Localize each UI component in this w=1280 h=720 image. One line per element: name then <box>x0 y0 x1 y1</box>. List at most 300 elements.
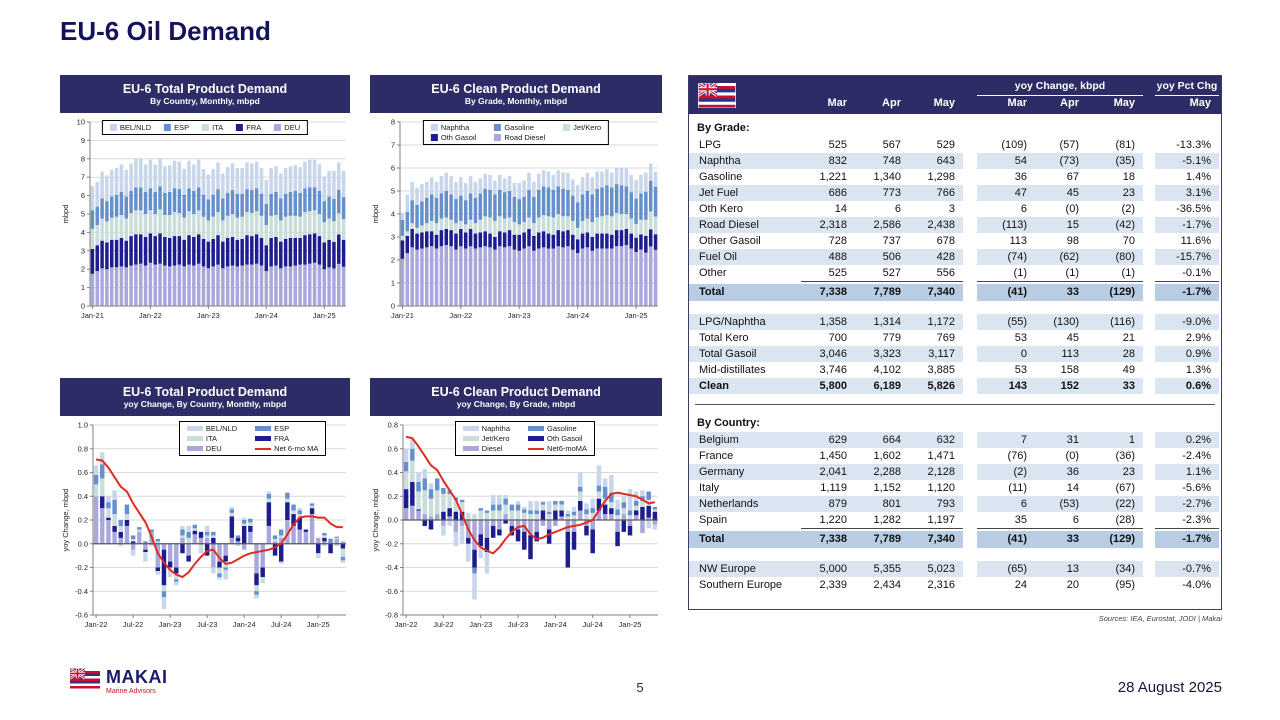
table-cell <box>1143 531 1155 548</box>
bar-segment <box>240 239 243 266</box>
bar-segment <box>193 525 197 529</box>
bar-segment <box>420 249 424 307</box>
bar-segment <box>313 187 316 210</box>
bar-segment <box>279 268 282 306</box>
bar-segment <box>162 597 166 609</box>
bar-segment <box>425 247 429 306</box>
bar-segment <box>572 512 576 516</box>
bar-segment <box>581 249 585 307</box>
table-cell <box>1143 330 1155 346</box>
legend-item <box>494 123 545 132</box>
bar-segment <box>435 223 439 235</box>
bar-segment <box>615 246 619 306</box>
table-cell: 700 <box>828 332 847 344</box>
bar-segment <box>174 582 178 586</box>
y-axis-title: mbpd <box>61 204 70 224</box>
table-cell: 152 <box>1035 378 1087 394</box>
legend-swatch <box>528 448 544 450</box>
section-divider <box>695 404 1215 405</box>
bar-segment <box>449 246 453 306</box>
bar-segment <box>435 182 439 198</box>
bar-segment <box>182 195 185 218</box>
bar-segment <box>318 164 321 191</box>
bar-segment <box>186 556 190 562</box>
bar-segment <box>584 503 588 509</box>
bar-segment <box>497 520 501 530</box>
bar-segment <box>156 539 160 541</box>
bar-segment <box>469 176 473 193</box>
legend-item <box>463 444 510 453</box>
bar-segment <box>255 211 258 234</box>
table-cell <box>963 378 977 394</box>
bar-segment <box>497 495 501 505</box>
bar-segment <box>335 537 339 538</box>
row-label: Jet Fuel <box>689 185 801 201</box>
table-cell <box>963 577 977 593</box>
table-cell: -9.0% <box>1155 314 1219 330</box>
bar-segment <box>269 238 272 267</box>
bar-segment <box>245 189 248 212</box>
bar-segment <box>600 249 604 307</box>
x-tick-label: Jan-24 <box>232 620 256 629</box>
bar-segment <box>134 187 137 210</box>
bar-segment <box>404 471 408 489</box>
bar-segment <box>289 238 292 267</box>
bar-segment <box>447 508 451 516</box>
bar-segment <box>639 234 643 249</box>
bar-segment <box>341 549 345 557</box>
bar-segment <box>211 217 214 239</box>
bar-segment <box>532 236 536 251</box>
bar-segment <box>444 217 448 229</box>
bar-segment <box>197 160 200 188</box>
report-date: 28 August 2025 <box>1117 679 1222 696</box>
bar-segment <box>416 509 420 510</box>
bar-segment <box>522 181 526 197</box>
bar-segment <box>649 181 653 212</box>
bar-segment <box>640 507 644 520</box>
bar-segment <box>615 500 619 510</box>
bar-segment <box>404 489 408 508</box>
bar-segment <box>322 538 326 542</box>
bar-segment <box>578 473 582 487</box>
bar-segment <box>328 539 332 544</box>
bar-segment <box>541 501 545 502</box>
table-cell: 5,800 <box>801 378 855 394</box>
bar-segment <box>267 492 271 494</box>
bar-segment <box>125 520 129 526</box>
bar-segment <box>578 501 582 511</box>
bar-segment <box>303 235 306 264</box>
table-cell <box>1143 185 1155 201</box>
bar-segment <box>449 220 453 230</box>
y-axis-title: yoy Change, mbpd <box>61 488 70 552</box>
table-cell: 779 <box>882 332 901 344</box>
bar-segment <box>149 188 152 210</box>
bar-segment <box>454 234 458 250</box>
bar-segment <box>459 229 463 246</box>
bar-segment <box>435 514 439 520</box>
bar-segment <box>197 187 200 210</box>
bar-segment <box>609 508 613 514</box>
bar-segment <box>131 544 135 550</box>
bar-segment <box>605 249 609 307</box>
bar-segment <box>202 195 205 217</box>
bar-segment <box>460 520 464 526</box>
page-title: EU-6 Oil Demand <box>60 16 271 46</box>
legend-item <box>110 123 151 132</box>
bar-segment <box>250 265 253 306</box>
table-cell: 0.2% <box>1155 432 1219 448</box>
table-cell: 113 <box>1009 235 1027 247</box>
bar-segment <box>472 568 476 574</box>
legend-item <box>187 444 237 453</box>
table-cell: (1) <box>1087 265 1143 282</box>
legend-swatch <box>164 124 171 131</box>
table-row <box>689 448 1221 464</box>
bar-segment <box>464 183 468 200</box>
table-cell: 15 <box>1035 217 1087 233</box>
table-cell: 1,220 <box>801 512 855 529</box>
bar-segment <box>255 162 258 189</box>
table-cell: 6 <box>894 203 901 215</box>
table-cell: 13 <box>1035 561 1087 577</box>
bar-segment <box>149 210 152 233</box>
bar-segment <box>260 168 263 194</box>
bar-segment <box>323 243 326 270</box>
bar-segment <box>180 530 184 536</box>
y-tick-label: 0.8 <box>77 444 88 454</box>
table-cell: 525 <box>801 265 855 282</box>
table-cell: 113 <box>1035 346 1087 362</box>
table-row <box>689 531 1221 548</box>
table-cell: -4.0% <box>1182 579 1211 591</box>
table-cell: 1,282 <box>855 512 909 529</box>
legend-swatch <box>187 436 203 441</box>
bar-segment <box>216 189 219 212</box>
bar-segment <box>298 167 301 193</box>
bar-segment <box>571 235 575 250</box>
bar-segment <box>628 511 632 516</box>
bar-segment <box>178 189 181 213</box>
bar-segment <box>316 544 320 554</box>
table-cell <box>963 346 977 362</box>
table-cell: 2,318 <box>801 217 855 233</box>
row-label: Spain <box>699 514 728 526</box>
table-cell: -1.7% <box>1155 284 1219 301</box>
bar-segment <box>149 263 152 306</box>
legend-label: DEU <box>205 444 222 453</box>
bar-segment <box>537 174 541 190</box>
legend-label: Naphtha <box>440 123 470 132</box>
bar-segment <box>464 224 468 232</box>
row-label: NW Europe <box>689 561 801 577</box>
bar-segment <box>308 187 311 211</box>
bar-segment <box>522 509 526 513</box>
x-tick-label: Jan-23 <box>196 311 220 320</box>
bar-segment <box>420 232 424 248</box>
bar-segment <box>137 532 141 544</box>
bar-segment <box>318 214 321 236</box>
bar-segment <box>595 189 599 218</box>
bar-segment <box>174 544 178 568</box>
bar-segment <box>537 249 541 307</box>
bar-segment <box>260 581 264 583</box>
bar-segment <box>649 163 653 180</box>
bar-segment <box>634 238 638 252</box>
bar-segment <box>469 246 473 306</box>
bar-segment <box>423 514 427 520</box>
bar-segment <box>260 266 263 306</box>
bar-segment <box>199 532 203 538</box>
bar-segment <box>182 169 185 195</box>
bar-segment <box>629 192 633 218</box>
bar-segment <box>106 508 110 518</box>
bar-segment <box>205 532 209 536</box>
table-cell: 3,117 <box>909 346 963 362</box>
bar-segment <box>464 232 468 248</box>
bar-segment <box>144 266 147 306</box>
bar-segment <box>274 166 277 192</box>
bar-segment <box>310 514 314 544</box>
bar-segment <box>322 535 326 537</box>
bar-segment <box>615 184 619 213</box>
table-row <box>689 169 1221 185</box>
legend-label: BEL/NLD <box>119 123 152 132</box>
bar-segment <box>255 234 258 263</box>
bar-segment <box>537 190 541 218</box>
bar-segment <box>584 526 588 536</box>
bar-segment <box>430 221 434 231</box>
bar-segment <box>620 185 624 214</box>
bar-segment <box>163 237 166 266</box>
bar-segment <box>273 539 277 541</box>
bar-segment <box>522 232 526 248</box>
bar-segment <box>425 223 429 231</box>
table-row <box>689 249 1221 265</box>
legend-item <box>187 434 237 443</box>
bar-segment <box>269 194 272 216</box>
bar-segment <box>240 266 243 306</box>
bar-segment <box>460 526 464 544</box>
bar-segment <box>493 181 497 195</box>
bar-segment <box>423 520 427 526</box>
table-cell: -5.6% <box>1182 482 1211 494</box>
bar-segment <box>174 579 178 581</box>
bar-segment <box>120 266 123 306</box>
bar-segment <box>537 217 541 232</box>
bar-segment <box>553 505 557 511</box>
bar-segment <box>605 234 609 249</box>
table-row <box>689 265 1221 281</box>
table-cell: 28 <box>1087 346 1143 362</box>
table-cell: 1,602 <box>873 450 901 462</box>
table-cell <box>963 362 977 378</box>
row-label: Total Gasoil <box>689 346 801 362</box>
bar-segment <box>221 198 224 220</box>
bar-segment <box>610 173 614 188</box>
table-cell <box>1143 378 1155 394</box>
table-section-header: By Grade: <box>697 122 750 134</box>
table-cell: 36 <box>1014 171 1027 183</box>
bar-segment <box>590 508 594 513</box>
bar-segment <box>628 515 632 520</box>
bar-segment <box>640 490 644 496</box>
y-tick-label: 4 <box>390 209 395 219</box>
legend-label: Oth Gasoil <box>440 133 477 142</box>
bar-segment <box>522 197 526 222</box>
table-cell: 7,338 <box>801 531 855 548</box>
row-label: Belgium <box>689 432 801 448</box>
bar-segment <box>441 488 445 494</box>
bar-segment <box>168 192 171 215</box>
bar-segment <box>454 199 458 223</box>
bar-segment <box>435 490 439 514</box>
bar-segment <box>572 507 576 512</box>
bar-segment <box>143 550 147 552</box>
table-cell: 643 <box>909 153 963 169</box>
table-cell: 23 <box>1087 464 1143 480</box>
bar-segment <box>342 197 345 219</box>
bar-segment <box>615 515 619 520</box>
bar-segment <box>131 550 135 556</box>
bar-segment <box>527 190 531 218</box>
bar-segment <box>464 200 468 224</box>
legend-label: Jet/Kero <box>481 434 510 443</box>
bar-segment <box>294 216 297 238</box>
x-tick-label: Jan-22 <box>449 311 473 320</box>
chart-header-band <box>370 75 662 113</box>
bar-segment <box>316 556 320 558</box>
bar-segment <box>561 189 565 217</box>
bar-segment <box>503 505 507 515</box>
bar-segment <box>153 236 156 265</box>
bar-segment <box>634 511 638 516</box>
bar-segment <box>479 511 483 521</box>
bar-segment <box>134 265 137 306</box>
y-tick-label: 0.0 <box>77 539 88 549</box>
bar-segment <box>541 520 545 526</box>
y-tick-label: 0.2 <box>387 491 398 501</box>
bar-segment <box>316 553 320 555</box>
bar-segment <box>610 235 614 249</box>
x-tick-label: Jan-23 <box>469 620 493 629</box>
bar-segment <box>124 267 127 306</box>
bar-segment <box>178 213 181 236</box>
table-cell: 0.9% <box>1155 346 1219 362</box>
table-cell: (53) <box>1035 496 1087 512</box>
table-row <box>689 233 1221 249</box>
row-label: Oth Kero <box>699 203 744 215</box>
table-cell: 5,355 <box>855 561 909 577</box>
bar-segment <box>653 520 657 525</box>
bar-segment <box>173 188 176 212</box>
bar-segment <box>291 511 295 515</box>
row-label: Mid-distillates <box>699 364 766 376</box>
bar-segment <box>226 216 229 238</box>
bar-segment <box>298 193 301 217</box>
bar-segment <box>488 217 492 233</box>
moving-average-line <box>96 459 343 577</box>
bar-segment <box>199 547 203 553</box>
table-cell: 2,128 <box>909 464 963 480</box>
bar-segment <box>205 535 209 537</box>
bar-segment <box>131 535 135 539</box>
bar-segment <box>187 188 190 211</box>
bar-segment <box>534 514 538 520</box>
bar-segment <box>552 175 556 190</box>
bar-segment <box>644 220 648 236</box>
bar-segment <box>537 232 541 248</box>
y-tick-label: -0.6 <box>75 610 88 620</box>
bar-segment <box>425 182 429 198</box>
bar-segment <box>240 168 243 194</box>
bar-segment <box>254 585 258 591</box>
table-cell: 2,041 <box>801 464 855 480</box>
bar-segment <box>310 506 314 508</box>
bar-segment <box>634 199 638 224</box>
bar-segment <box>513 235 517 250</box>
bar-segment <box>119 526 123 532</box>
legend-item <box>563 123 601 132</box>
y-tick-label: 0 <box>80 301 85 311</box>
legend-swatch <box>274 124 281 131</box>
legend-label: Gasoline <box>547 424 577 433</box>
bar-segment <box>158 186 161 209</box>
bar-segment <box>572 515 576 520</box>
bar-segment <box>211 568 215 574</box>
table-cell: 737 <box>882 235 901 247</box>
table-cell: 773 <box>855 185 909 201</box>
bar-segment <box>211 239 214 267</box>
bar-segment <box>410 229 414 247</box>
bar-segment <box>337 213 340 234</box>
bar-segment <box>634 501 638 506</box>
bar-segment <box>236 535 240 537</box>
table-cell: 2,316 <box>927 579 955 591</box>
bar-segment <box>267 502 271 526</box>
table-header-band <box>689 76 1221 114</box>
bar-segment <box>260 577 264 581</box>
bar-segment <box>112 514 116 526</box>
yoy-month-column-header: Apr <box>1060 97 1079 109</box>
bar-segment <box>211 266 214 306</box>
bar-segment <box>561 247 565 306</box>
bar-segment <box>137 530 141 532</box>
bar-segment <box>610 249 614 307</box>
bar-segment <box>217 568 221 574</box>
table-cell: 98 <box>1066 235 1079 247</box>
legend-item <box>164 123 189 132</box>
bar-segment <box>532 251 536 306</box>
bar-segment <box>192 266 195 306</box>
bar-segment <box>168 266 171 306</box>
table-cell: 35 <box>977 512 1035 529</box>
bar-segment <box>110 197 113 218</box>
row-label: France <box>699 450 734 462</box>
bar-segment <box>211 538 215 544</box>
bar-segment <box>289 266 292 306</box>
table-cell: 7,340 <box>909 531 963 548</box>
bar-segment <box>406 253 410 306</box>
bar-segment <box>202 266 205 306</box>
bar-segment <box>248 522 252 526</box>
chart-header-band <box>60 378 350 416</box>
table-cell <box>1143 480 1155 496</box>
bar-segment <box>605 185 609 215</box>
bar-segment <box>187 161 190 189</box>
bar-segment <box>248 532 252 544</box>
